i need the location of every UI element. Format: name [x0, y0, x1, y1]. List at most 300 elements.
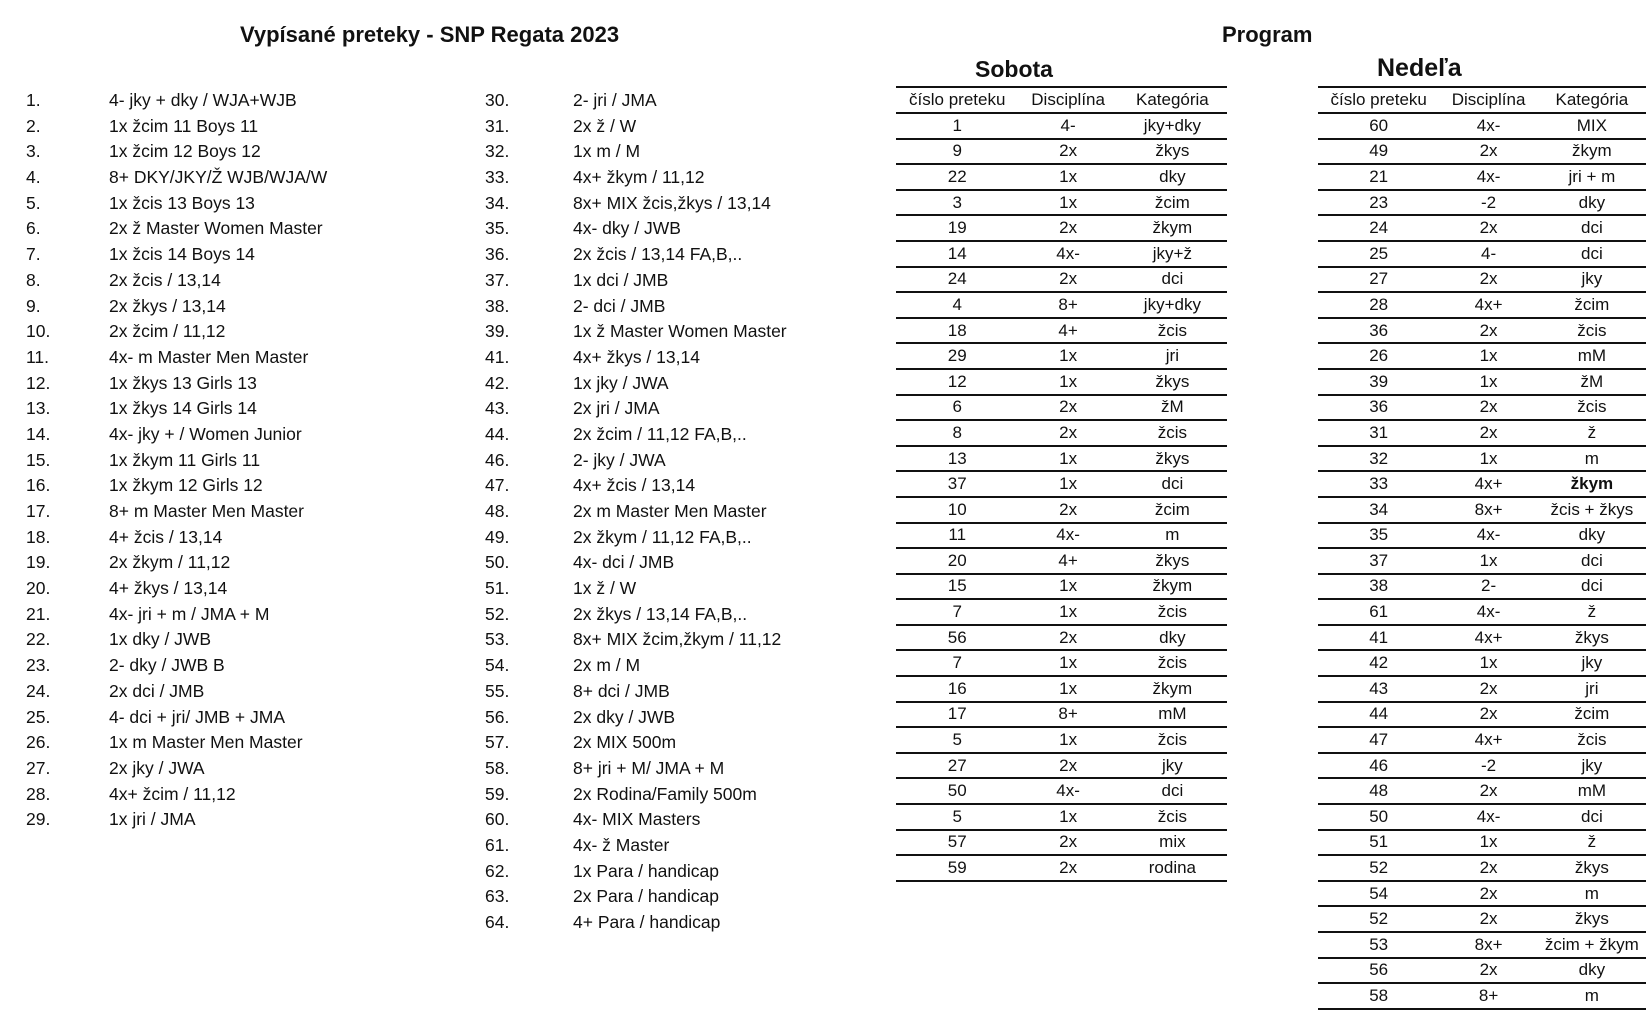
header-category: Kategória [1118, 87, 1227, 113]
race-description: 8x+ MIX žcis,žkys / 13,14 [573, 192, 771, 213]
cell-discipline: 4x- [1439, 164, 1537, 190]
cell-race-number: 37 [1318, 548, 1439, 574]
table-row [1318, 523, 1646, 549]
cell-discipline: 1x [1018, 650, 1117, 676]
table-header-row [1318, 87, 1646, 113]
cell-race-number: 50 [1318, 804, 1439, 830]
race-description: 2x ž / W [573, 115, 637, 136]
cell-race-number: 39 [1318, 369, 1439, 395]
race-description: 1x ž / W [573, 578, 637, 599]
cell-race-number: 34 [1318, 497, 1439, 523]
race-description: 4x+ žkym / 11,12 [573, 167, 705, 188]
race-number: 37. [485, 269, 510, 290]
cell-category: žkys [1538, 855, 1646, 881]
race-description: 4- jky + dky / WJA+WJB [109, 90, 297, 110]
cell-discipline: 2x [1018, 420, 1117, 446]
race-number: 33. [485, 167, 510, 188]
table-row [1318, 650, 1646, 676]
cell-category: žkym [1538, 471, 1646, 497]
cell-race-number: 36 [1318, 318, 1439, 344]
race-number: 27. [26, 757, 51, 778]
table-row [1318, 906, 1646, 932]
cell-race-number: 6 [896, 395, 1018, 421]
cell-category: dky [1118, 625, 1227, 651]
table-row [896, 420, 1227, 446]
cell-category: m [1118, 523, 1227, 549]
race-number: 53. [485, 629, 510, 650]
race-description: 8+ DKY/JKY/Ž WJB/WJA/W [109, 167, 328, 188]
table-row [896, 702, 1227, 728]
race-description: 8+ jri + M/ JMA + M [573, 757, 725, 778]
cell-race-number: 37 [896, 471, 1018, 497]
race-description: 4- dci + jri/ JMB + JMA [109, 706, 286, 727]
cell-category: žcis [1118, 650, 1227, 676]
cell-category: žkym [1538, 139, 1646, 165]
race-number: 7. [26, 244, 41, 265]
cell-race-number: 5 [896, 727, 1018, 753]
cell-race-number: 53 [1318, 932, 1439, 958]
table-row [896, 625, 1227, 651]
cell-discipline: 8x+ [1439, 932, 1537, 958]
race-number: 64. [485, 912, 510, 932]
cell-category: žcim [1118, 190, 1227, 216]
race-number: 28. [26, 783, 51, 804]
cell-category: dci [1118, 778, 1227, 804]
cell-discipline: 4x+ [1439, 625, 1537, 651]
cell-race-number: 13 [896, 446, 1018, 472]
table-row [1318, 164, 1646, 190]
table-row [896, 446, 1227, 472]
table-row [1318, 471, 1646, 497]
cell-race-number: 60 [1318, 113, 1439, 139]
race-description: 4x- jri + m / JMA + M [109, 603, 270, 624]
cell-discipline: 2x [1439, 881, 1537, 907]
cell-category: žcim [1538, 292, 1646, 318]
cell-category: žcis [1118, 804, 1227, 830]
cell-race-number: 43 [1318, 676, 1439, 702]
cell-category: mix [1118, 830, 1227, 856]
race-number: 63. [485, 886, 510, 907]
race-description: 2x jky / JWA [109, 757, 205, 778]
cell-discipline: 2x [1018, 753, 1117, 779]
cell-race-number: 23 [1318, 190, 1439, 216]
cell-category: dci [1538, 574, 1646, 600]
race-description: 4x- jky + / Women Junior [109, 423, 302, 444]
cell-category: dci [1538, 548, 1646, 574]
table-row [1318, 881, 1646, 907]
race-description: 4+ žcis / 13,14 [109, 526, 223, 547]
cell-category: žcis [1118, 599, 1227, 625]
race-number: 34. [485, 192, 510, 213]
race-description: 2x MIX 500m [573, 732, 677, 753]
race-number: 11. [26, 346, 50, 367]
race-number: 55. [485, 680, 510, 701]
cell-discipline: 2x [1018, 267, 1117, 293]
cell-discipline: 2x [1018, 497, 1117, 523]
cell-race-number: 47 [1318, 727, 1439, 753]
cell-category: m [1538, 446, 1646, 472]
race-number: 42. [485, 372, 510, 393]
race-description: 1x žcis 13 Boys 13 [109, 192, 255, 213]
race-number: 17. [26, 501, 51, 521]
race-number: 29. [26, 809, 51, 830]
race-description: 1x žcim 11 Boys 11 [109, 115, 259, 136]
cell-discipline: 2x [1439, 395, 1537, 421]
cell-race-number: 46 [1318, 753, 1439, 779]
race-number: 62. [485, 860, 510, 881]
table-row [1318, 932, 1646, 958]
race-number: 56. [485, 706, 510, 727]
cell-category: ž [1538, 599, 1646, 625]
cell-race-number: 57 [896, 830, 1018, 856]
race-description: 4x+ žcim / 11,12 [109, 783, 236, 804]
cell-discipline: 1x [1018, 446, 1117, 472]
cell-discipline: 2x [1018, 139, 1117, 165]
cell-category: žM [1538, 369, 1646, 395]
cell-discipline: 4x- [1439, 804, 1537, 830]
table-row [896, 753, 1227, 779]
race-number: 51. [485, 578, 510, 599]
cell-category: žkys [1118, 369, 1227, 395]
cell-race-number: 50 [896, 778, 1018, 804]
race-number: 58. [485, 757, 510, 778]
race-number: 9. [26, 295, 41, 316]
table-row [1318, 113, 1646, 139]
cell-discipline: 1x [1018, 471, 1117, 497]
race-number: 10. [26, 321, 51, 342]
cell-category: žcis + žkys [1538, 497, 1646, 523]
cell-discipline: 4x- [1018, 523, 1117, 549]
cell-race-number: 54 [1318, 881, 1439, 907]
race-number: 4. [26, 167, 41, 188]
cell-discipline: -2 [1439, 190, 1537, 216]
cell-category: jri [1118, 343, 1227, 369]
cell-category: žkys [1538, 625, 1646, 651]
cell-category: žkym [1118, 574, 1227, 600]
table-row [1318, 267, 1646, 293]
race-number: 35. [485, 218, 510, 239]
cell-discipline: 4+ [1018, 548, 1117, 574]
race-description: 1x dci / JMB [573, 269, 669, 290]
header-race-number: číslo preteku [896, 87, 1018, 113]
cell-discipline: 4x+ [1439, 471, 1537, 497]
race-number: 57. [485, 732, 510, 753]
table-row [896, 369, 1227, 395]
cell-category: dci [1538, 215, 1646, 241]
cell-race-number: 16 [896, 676, 1018, 702]
race-description: 2- dci / JMB [573, 295, 666, 316]
race-description: 2x Rodina/Family 500m [573, 783, 757, 804]
table-row [1318, 753, 1646, 779]
cell-category: dky [1118, 164, 1227, 190]
race-number: 43. [485, 398, 510, 419]
cell-category: MIX [1538, 113, 1646, 139]
race-description: 2x m Master Men Master [573, 501, 767, 521]
race-description: 2x žcim / 11,12 [109, 321, 226, 342]
table-row [1318, 420, 1646, 446]
saturday-program-table [896, 86, 1227, 882]
cell-discipline: 2x [1018, 395, 1117, 421]
race-description: 2x ž Master Women Master [109, 218, 323, 239]
cell-race-number: 11 [896, 523, 1018, 549]
table-row [1318, 599, 1646, 625]
table-row [896, 548, 1227, 574]
race-number: 32. [485, 141, 510, 162]
cell-category: žkym [1118, 676, 1227, 702]
cell-discipline: 1x [1018, 164, 1117, 190]
cell-race-number: 44 [1318, 702, 1439, 728]
table-row [896, 804, 1227, 830]
sunday-title: Nedeľa [1377, 54, 1462, 82]
cell-discipline: 2x [1439, 318, 1537, 344]
race-description: 1x jky / JWA [573, 372, 669, 393]
cell-category: ž [1538, 830, 1646, 856]
cell-category: jri + m [1538, 164, 1646, 190]
table-row [1318, 727, 1646, 753]
cell-race-number: 22 [896, 164, 1018, 190]
race-number: 47. [485, 475, 510, 496]
cell-discipline: 8+ [1018, 292, 1117, 318]
table-row [1318, 190, 1646, 216]
race-description: 2x dky / JWB [573, 706, 676, 727]
cell-discipline: 4x- [1018, 778, 1117, 804]
cell-race-number: 32 [1318, 446, 1439, 472]
table-row [896, 599, 1227, 625]
race-description: 2x žcis / 13,14 FA,B,.. [573, 244, 743, 265]
cell-discipline: 4- [1439, 241, 1537, 267]
race-description: 1x jri / JMA [109, 809, 196, 830]
cell-discipline: 1x [1439, 343, 1537, 369]
cell-category: jky [1538, 753, 1646, 779]
cell-race-number: 20 [896, 548, 1018, 574]
program-title: Program [1222, 22, 1313, 47]
race-description: 4x+ žkys / 13,14 [573, 346, 700, 367]
race-number: 6. [26, 218, 41, 239]
race-number: 8. [26, 269, 41, 290]
cell-category: jky+dky [1118, 292, 1227, 318]
race-description: 1x m Master Men Master [109, 732, 303, 753]
cell-discipline: 4x- [1439, 113, 1537, 139]
race-number: 39. [485, 321, 510, 342]
race-number: 14. [26, 423, 51, 444]
cell-category: jri [1538, 676, 1646, 702]
table-row [1318, 855, 1646, 881]
cell-category: m [1538, 881, 1646, 907]
cell-discipline: 2x [1439, 958, 1537, 984]
race-number: 49. [485, 526, 510, 547]
race-number: 2. [26, 115, 41, 136]
table-row [896, 497, 1227, 523]
race-description: 2x žkym / 11,12 [109, 552, 231, 573]
header-discipline: Disciplína [1439, 87, 1537, 113]
cell-race-number: 9 [896, 139, 1018, 165]
race-number: 19. [26, 552, 51, 573]
race-description: 4+ žkys / 13,14 [109, 578, 228, 599]
cell-category: rodina [1118, 855, 1227, 881]
cell-discipline: 2x [1018, 855, 1117, 881]
race-description: 2x dci / JMB [109, 680, 205, 701]
cell-discipline: 1x [1018, 190, 1117, 216]
table-row [1318, 676, 1646, 702]
table-row [896, 318, 1227, 344]
table-row [1318, 292, 1646, 318]
table-row [896, 113, 1227, 139]
cell-category: žM [1118, 395, 1227, 421]
race-description: 1x žkym 12 Girls 12 [109, 475, 263, 496]
sunday-program-table [1318, 86, 1646, 1010]
race-description: 4x- dky / JWB [573, 218, 681, 239]
race-number: 61. [485, 834, 510, 855]
race-description: 1x dky / JWB [109, 629, 212, 650]
cell-category: jky+ž [1118, 241, 1227, 267]
saturday-title: Sobota [975, 56, 1053, 82]
race-number: 25. [26, 706, 51, 727]
cell-race-number: 59 [896, 855, 1018, 881]
race-number: 20. [26, 578, 51, 599]
cell-race-number: 31 [1318, 420, 1439, 446]
races-list-title: Vypísané preteky - SNP Regata 2023 [240, 22, 620, 47]
header-race-number: číslo preteku [1318, 87, 1439, 113]
table-row [1318, 830, 1646, 856]
table-row [896, 830, 1227, 856]
table-row [1318, 983, 1646, 1009]
cell-discipline: 1x [1439, 548, 1537, 574]
race-number: 52. [485, 603, 510, 624]
cell-race-number: 48 [1318, 778, 1439, 804]
race-number: 22. [26, 629, 51, 650]
cell-discipline: 1x [1018, 599, 1117, 625]
cell-race-number: 24 [896, 267, 1018, 293]
cell-category: mM [1538, 778, 1646, 804]
cell-category: dky [1538, 958, 1646, 984]
race-description: 2x jri / JMA [573, 398, 660, 419]
table-row [896, 395, 1227, 421]
race-description: 1x m / M [573, 141, 641, 162]
race-description: 2x žkys / 13,14 [109, 295, 226, 316]
cell-race-number: 35 [1318, 523, 1439, 549]
cell-discipline: 4x+ [1439, 292, 1537, 318]
race-description: 4x- ž Master [573, 834, 670, 855]
cell-race-number: 26 [1318, 343, 1439, 369]
race-description: 2x žkys / 13,14 FA,B,.. [573, 603, 748, 624]
race-number: 48. [485, 501, 510, 521]
cell-discipline: 2x [1439, 420, 1537, 446]
cell-category: jky+dky [1118, 113, 1227, 139]
cell-race-number: 38 [1318, 574, 1439, 600]
cell-category: m [1538, 983, 1646, 1009]
table-row [1318, 958, 1646, 984]
table-row [1318, 702, 1646, 728]
table-row [1318, 318, 1646, 344]
cell-race-number: 56 [1318, 958, 1439, 984]
cell-discipline: 2x [1018, 215, 1117, 241]
race-description: 2x Para / handicap [573, 886, 719, 907]
header-category: Kategória [1538, 87, 1646, 113]
table-row [896, 650, 1227, 676]
race-number: 15. [26, 449, 51, 470]
cell-discipline: 4x- [1439, 599, 1537, 625]
race-number: 30. [485, 90, 510, 110]
table-row [1318, 446, 1646, 472]
table-row [896, 292, 1227, 318]
race-description: 1x ž Master Women Master [573, 321, 787, 342]
cell-race-number: 29 [896, 343, 1018, 369]
cell-discipline: -2 [1439, 753, 1537, 779]
cell-race-number: 42 [1318, 650, 1439, 676]
race-description: 4x- m Master Men Master [109, 346, 309, 367]
cell-race-number: 19 [896, 215, 1018, 241]
table-row [896, 676, 1227, 702]
cell-discipline: 2x [1439, 215, 1537, 241]
cell-discipline: 4+ [1018, 318, 1117, 344]
table-row [1318, 395, 1646, 421]
table-row [1318, 548, 1646, 574]
cell-race-number: 33 [1318, 471, 1439, 497]
cell-category: jky [1538, 267, 1646, 293]
cell-discipline: 2x [1439, 702, 1537, 728]
race-number: 50. [485, 552, 510, 573]
race-number: 23. [26, 655, 51, 676]
table-row [896, 241, 1227, 267]
cell-race-number: 56 [896, 625, 1018, 651]
cell-category: žcis [1538, 395, 1646, 421]
race-number: 13. [26, 398, 51, 419]
cell-category: dci [1118, 267, 1227, 293]
table-row [1318, 139, 1646, 165]
race-number: 21. [26, 603, 51, 624]
cell-discipline: 8+ [1018, 702, 1117, 728]
race-description: 4x- dci / JMB [573, 552, 675, 573]
table-row [896, 523, 1227, 549]
cell-category: žcis [1118, 420, 1227, 446]
race-description: 2- jky / JWA [573, 449, 666, 470]
cell-category: žcim [1538, 702, 1646, 728]
table-row [896, 727, 1227, 753]
table-row [1318, 343, 1646, 369]
cell-category: žcim + žkym [1538, 932, 1646, 958]
cell-discipline: 2x [1018, 830, 1117, 856]
cell-race-number: 58 [1318, 983, 1439, 1009]
cell-discipline: 2x [1439, 267, 1537, 293]
cell-category: dky [1538, 523, 1646, 549]
cell-category: žkys [1118, 139, 1227, 165]
cell-race-number: 21 [1318, 164, 1439, 190]
race-description: 2- jri / JMA [573, 90, 657, 110]
cell-race-number: 3 [896, 190, 1018, 216]
cell-discipline: 2x [1439, 139, 1537, 165]
table-row [896, 778, 1227, 804]
cell-race-number: 52 [1318, 906, 1439, 932]
table-row [896, 164, 1227, 190]
cell-discipline: 8+ [1439, 983, 1537, 1009]
cell-race-number: 10 [896, 497, 1018, 523]
cell-race-number: 7 [896, 650, 1018, 676]
cell-discipline: 1x [1439, 446, 1537, 472]
cell-category: dci [1538, 804, 1646, 830]
table-row [1318, 625, 1646, 651]
table-row [1318, 574, 1646, 600]
cell-category: dci [1118, 471, 1227, 497]
race-description: 8x+ MIX žcim,žkym / 11,12 [573, 629, 782, 650]
race-description: 1x žcim 12 Boys 12 [109, 141, 261, 162]
table-row [896, 190, 1227, 216]
race-description: 2x žkym / 11,12 FA,B,.. [573, 526, 752, 547]
cell-race-number: 52 [1318, 855, 1439, 881]
race-description: 4x+ žcis / 13,14 [573, 475, 696, 496]
cell-discipline: 4x+ [1439, 727, 1537, 753]
cell-race-number: 61 [1318, 599, 1439, 625]
race-number: 5. [26, 192, 41, 213]
